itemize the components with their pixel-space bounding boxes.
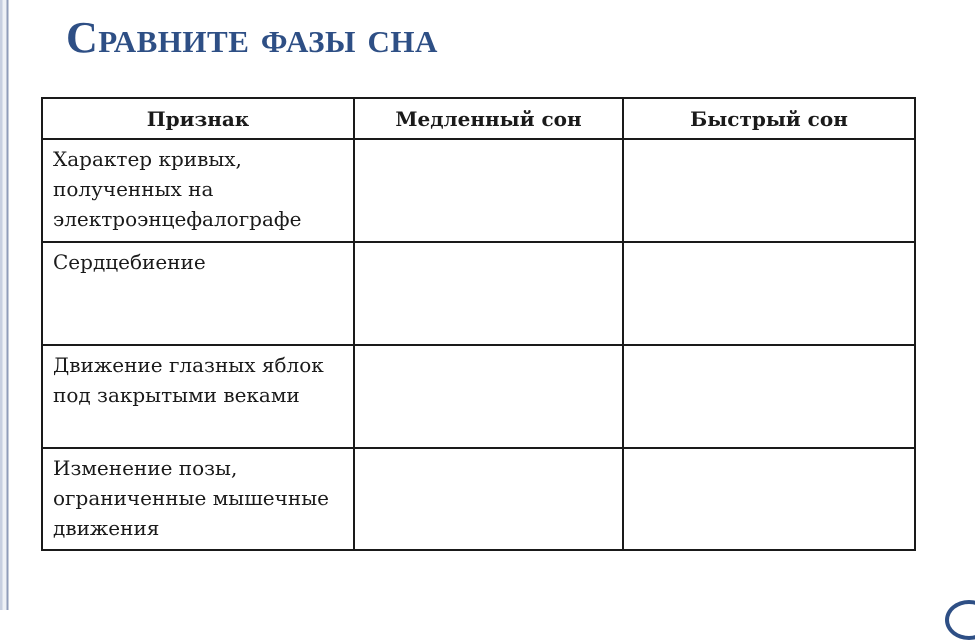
table-row	[42, 139, 915, 242]
slide-left-border	[0, 0, 12, 610]
column-header-feature: Признак	[42, 98, 354, 139]
column-header-slow-sleep: Медленный сон	[354, 98, 623, 139]
feature-cell: Движение глазных яблок под закрытыми веками	[42, 345, 354, 448]
fast-sleep-cell[interactable]	[623, 139, 915, 242]
slow-sleep-cell[interactable]	[354, 448, 623, 550]
feature-cell: Характер кривых, полученных на электроэнцефалографе	[42, 139, 354, 242]
slow-sleep-cell[interactable]	[354, 345, 623, 448]
column-header-fast-sleep: Быстрый сон	[623, 98, 915, 139]
fast-sleep-cell[interactable]	[623, 345, 915, 448]
slow-sleep-cell[interactable]	[354, 242, 623, 345]
fast-sleep-cell[interactable]	[623, 242, 915, 345]
page-title: Сравните фазы сна	[66, 13, 438, 62]
table-row	[42, 448, 915, 550]
table-row	[42, 345, 915, 448]
corner-circle-decoration	[945, 600, 975, 640]
feature-cell: Сердцебиение	[42, 242, 354, 345]
feature-cell: Изменение позы, ограниченные мышечные движения	[42, 448, 354, 550]
comparison-table	[41, 97, 916, 551]
slow-sleep-cell[interactable]	[354, 139, 623, 242]
fast-sleep-cell[interactable]	[623, 448, 915, 550]
table-header-row	[42, 98, 915, 139]
table-row	[42, 242, 915, 345]
